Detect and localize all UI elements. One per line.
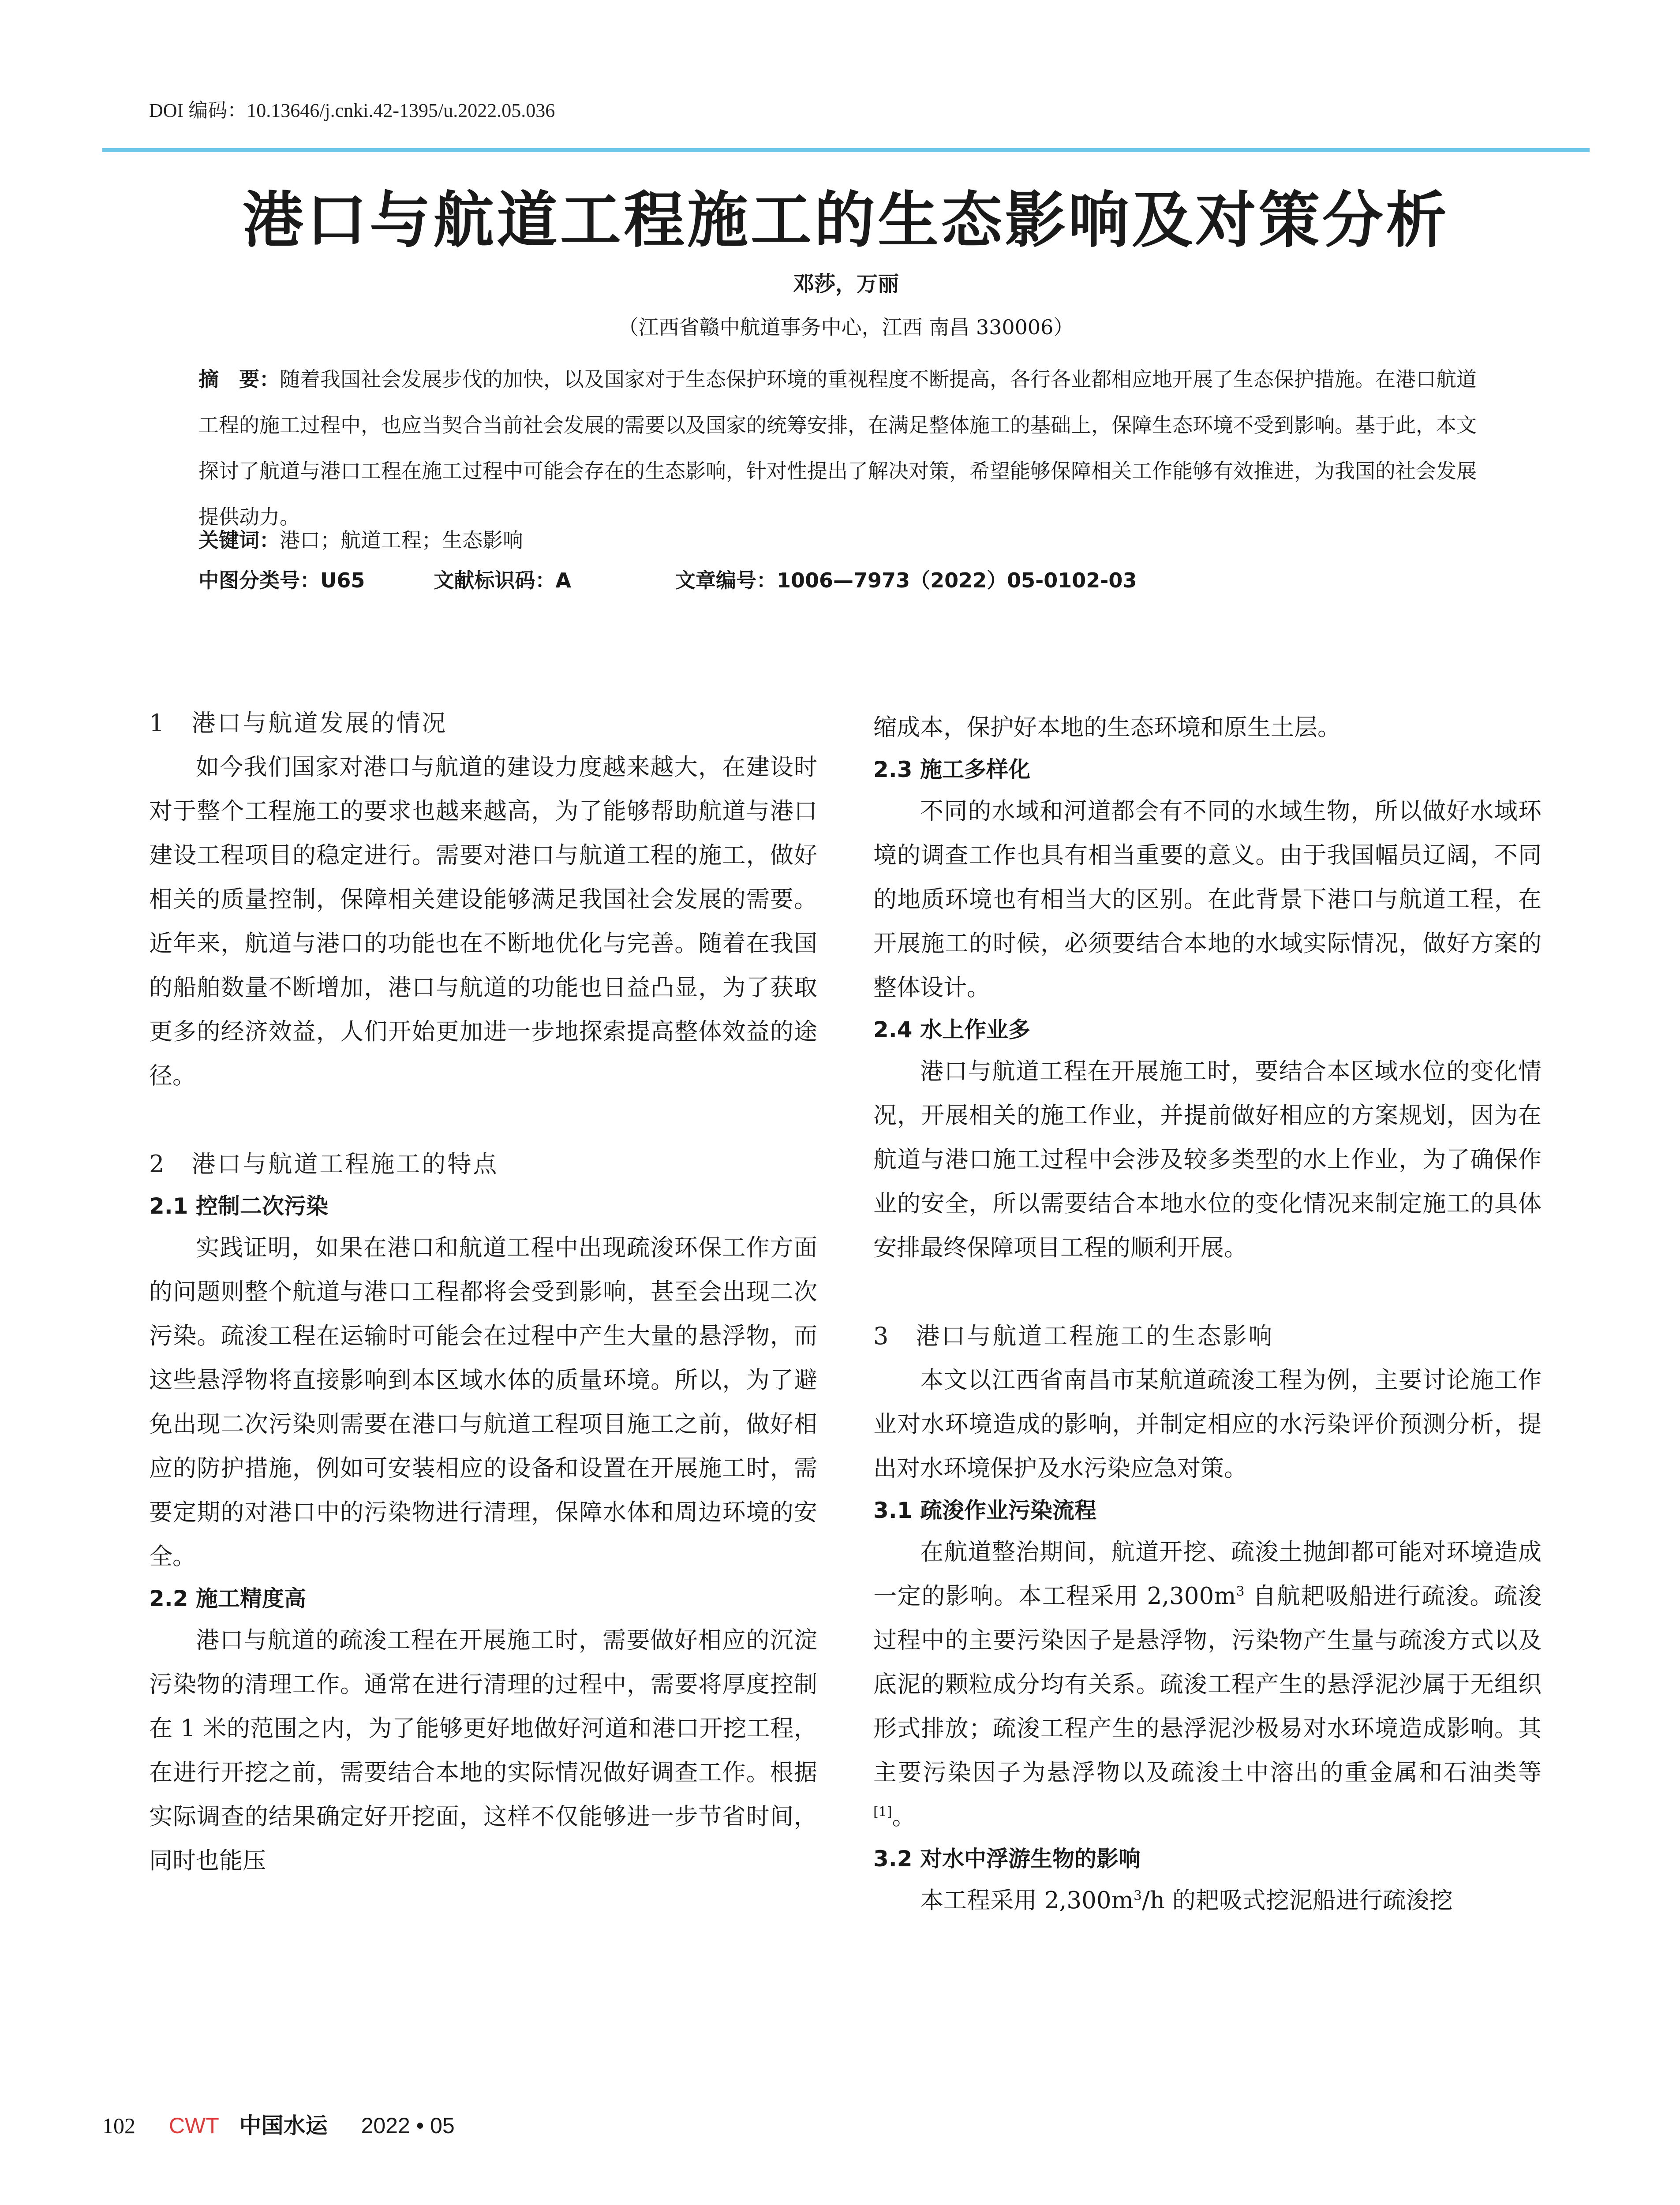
reference-1[interactable]: [1] — [873, 1804, 892, 1820]
keywords — [198, 523, 1491, 558]
classification-line — [198, 564, 1137, 594]
section-3-1-text-b: 自航耙吸船进行疏浚。疏浚过程中的主要污染因子是悬浮物，污染物产生量与疏浚方式以及底泥的颗粒成分均有关系。疏浚工程产生的悬浮泥沙属于无组织形式排放；疏浚工程产生的悬浮泥沙极易对水环境造成影响。其主要污染因子为悬浮物以及疏浚土中溶出的重金属和石油类等 — [873, 1583, 1542, 1786]
superscript-3: 3 — [1133, 1888, 1142, 1904]
article-authors: 邓莎，万丽 — [793, 272, 899, 296]
keywords-label: 关键词： — [198, 528, 280, 552]
section-3-2-text-b: /h 的耙吸式挖泥船进行疏浚挖 — [1141, 1887, 1453, 1914]
section-2-3-heading: 2.3 施工多样化 — [873, 757, 1030, 782]
document-code: 文献标识码：A — [434, 568, 571, 592]
section-3-1-paragraph — [873, 1530, 1542, 1839]
abstract — [198, 356, 1491, 540]
section-3-heading: 3 港口与航道工程施工的生态影响 — [873, 1322, 1274, 1350]
clc-number: 中图分类号：U65 — [198, 568, 365, 592]
section-3-1-end: 。 — [892, 1803, 916, 1830]
section-2-heading: 2 港口与航道工程施工的特点 — [149, 1150, 499, 1178]
section-3-paragraph: 本文以江西省南昌市某航道疏浚工程为例，主要讨论施工作业对水环境造成的影响，并制定相应的水污染评价预测分析，提出对水环境保护及水污染应急对策。 — [873, 1367, 1542, 1482]
section-2-3-paragraph: 不同的水域和河道都会有不同的水域生物，所以做好水域环境的调查工作也具有相当重要的意义。由于我国幅员辽阔，不同的地质环境也有相当大的区别。在此背景下港口与航道工程，在开展施工的时候，必须要结合本地的水域实际情况，做好方案的整体设计。 — [873, 798, 1542, 1001]
article-affiliation: （江西省赣中航道事务中心，江西 南昌 330006） — [618, 315, 1074, 339]
section-1-heading: 1 港口与航道发展的情况 — [149, 709, 448, 737]
abstract-text: 随着我国社会发展步伐的加快，以及国家对于生态保护环境的重视程度不断提高，各行各业都相应地开展了生态保护措施。在港口航道工程的施工过程中，也应当契合当前社会发展的需要以及国家的统筹安排，在满足整体施工的基础上，保障生态环境不受到影响。基于此，本文探讨了航道与港口工程在施工过程中可能会存在的生态影响，针对性提出了解决对策，希望能够保障相关工作能够有效推进，为我国的社会发展提供动力。 — [198, 367, 1477, 529]
right-column — [873, 706, 1542, 1923]
doi-code: DOI 编码：10.13646/j.cnki.42-1395/u.2022.05.036 — [149, 100, 555, 121]
section-2-2-heading: 2.2 施工精度高 — [149, 1586, 306, 1611]
left-column — [149, 701, 817, 1883]
section-3-2-text-a: 本工程采用 2,300m — [920, 1887, 1134, 1914]
section-2-4-heading: 2.4 水上作业多 — [873, 1017, 1030, 1043]
section-3-1-text-a: 在航道整治期间，航道开挖、疏浚土抛卸都可能对环境造成一定的影响。本工程采用 2,300m — [873, 1539, 1542, 1610]
header-rule — [102, 148, 1590, 152]
superscript-3: 3 — [1236, 1584, 1245, 1600]
journal-name: 中国水运 — [239, 2113, 328, 2138]
article-number: 文章编号：1006—7973（2022）05-0102-03 — [675, 568, 1137, 592]
section-3-2-paragraph — [873, 1879, 1542, 1923]
section-2-4-paragraph: 港口与航道工程在开展施工时，要结合本区域水位的变化情况，开展相关的施工作业，并提前做好相应的方案规划，因为在航道与港口施工过程中会涉及较多类型的水上作业，为了确保作业的安全，所以需要结合本地水位的变化情况来制定施工的具体安排最终保障项目工程的顺利开展。 — [873, 1058, 1542, 1261]
section-3-2-heading: 3.2 对水中浮游生物的影响 — [873, 1846, 1141, 1872]
page-footer — [102, 2108, 455, 2140]
section-2-1-heading: 2.1 控制二次污染 — [149, 1193, 328, 1219]
article-title: 港口与航道工程施工的生态影响及对策分析 — [242, 184, 1449, 256]
journal-abbreviation: CWT — [168, 2113, 219, 2138]
section-3-1-heading: 3.1 疏浚作业污染流程 — [873, 1498, 1096, 1523]
journal-issue: 2022 • 05 — [361, 2113, 455, 2138]
abstract-label: 摘 要： — [198, 367, 280, 391]
section-1-paragraph: 如今我们国家对港口与航道的建设力度越来越大，在建设时对于整个工程施工的要求也越来越高，为了能够帮助航道与港口建设工程项目的稳定进行。需要对港口与航道工程的施工，做好相关的质量控制，保障相关建设能够满足我国社会发展的需要。近年来，航道与港口的功能也在不断地优化与完善。随着在我国的船舶数量不断增加，港口与航道的功能也日益凸显，为了获取更多的经济效益，人们开始更加进一步地探索提高整体效益的途径。 — [149, 754, 817, 1089]
page-number: 102 — [102, 2113, 135, 2138]
section-2-1-paragraph: 实践证明，如果在港口和航道工程中出现疏浚环保工作方面的问题则整个航道与港口工程都将会受到影响，甚至会出现二次污染。疏浚工程在运输时可能会在过程中产生大量的悬浮物，而这些悬浮物将直接影响到本区域水体的质量环境。所以，为了避免出现二次污染则需要在港口与航道工程项目施工之前，做好相应的防护措施，例如可安装相应的设备和设置在开展施工时，需要定期的对港口中的污染物进行清理，保障水体和周边环境的安全。 — [149, 1234, 817, 1570]
section-2-2-paragraph: 港口与航道的疏浚工程在开展施工时，需要做好相应的沉淀污染物的清理工作。通常在进行清理的过程中，需要将厚度控制在 1 米的范围之内，为了能够更好地做好河道和港口开挖工程，在进行开挖之前，需要结合本地的实际情况做好调查工作。根据实际调查的结果确定好开挖面，这样不仅能够进一步节省时间，同时也能压 — [149, 1627, 817, 1874]
keywords-text: 港口；航道工程；生态影响 — [280, 528, 523, 552]
section-2-2-continuation: 缩成本，保护好本地的生态环境和原生土层。 — [873, 714, 1341, 741]
